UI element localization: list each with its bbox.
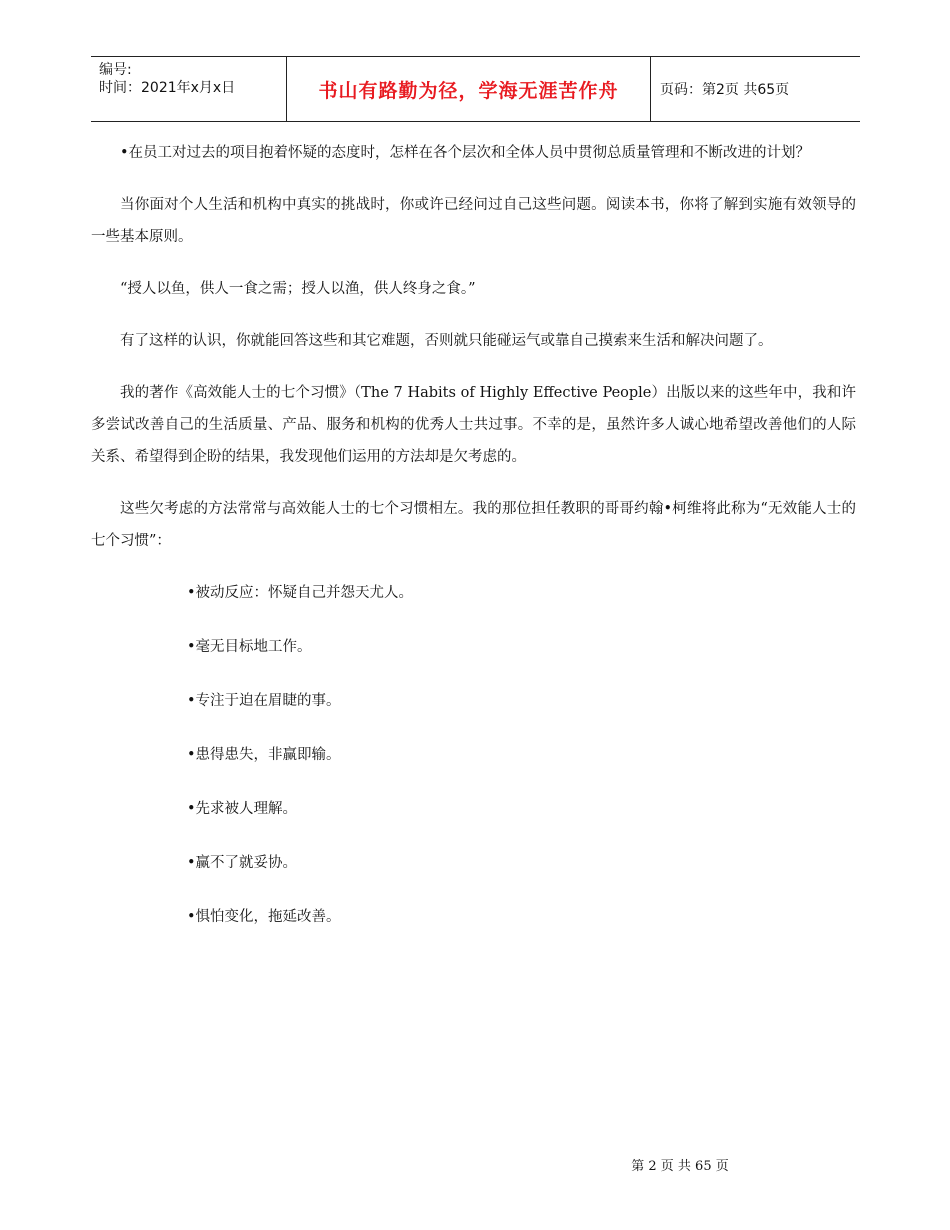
- paragraph-2: 当你面对个人生活和机构中真实的挑战时，你或许已经问过自己这些问题。阅读本书，你将了解到实施有效领导的一些基本原则。: [91, 197, 856, 245]
- page-label: 页码：第2页 共65页: [660, 82, 790, 98]
- list-item: •患得患失，非赢即输。: [187, 747, 341, 763]
- number-label: 编号:: [99, 62, 132, 78]
- motto-text: 书山有路勤为径，学海无涯苦作舟: [318, 79, 619, 102]
- footer-page-number: 第 2 页 共 65 页: [631, 1159, 729, 1174]
- list-item: •专注于迫在眉睫的事。: [187, 693, 341, 709]
- quote-paragraph: “授人以鱼，供人一食之需；授人以渔，供人终身之食。”: [120, 281, 476, 297]
- header-meta: [91, 57, 287, 121]
- paragraph-4: 有了这样的认识，你就能回答这些和其它难题，否则就只能碰运气或靠自己摸索来生活和解决问题了。: [120, 333, 773, 349]
- page-header: [91, 56, 860, 122]
- list-item: •毫无目标地工作。: [187, 639, 312, 655]
- paragraph-6: 这些欠考虑的方法常常与高效能人士的七个习惯相左。我的那位担任教职的哥哥约翰•柯维将此称为“无效能人士的七个习惯”：: [91, 501, 856, 549]
- paragraph-5: 我的著作《高效能人士的七个习惯》（The 7 Habits of Highly Effective People）出版以来的这些年中，我和许多尝试改善自己的生活质量、产品、服务和机构的优秀人士共过事。不幸的是，虽然许多人诚心地希望改善他们的人际关系、希望得到企盼的结果，我发现他们运用的方法却是欠考虑的。: [91, 385, 856, 465]
- header-page-cell: [651, 57, 860, 121]
- list-item: •被动反应：怀疑自己并怨天尤人。: [187, 585, 414, 601]
- list-item: •赢不了就妥协。: [187, 855, 298, 871]
- header-motto-cell: [287, 57, 651, 121]
- list-item: •惧怕变化，拖延改善。: [187, 909, 341, 925]
- paragraph-1: •在员工对过去的项目抱着怀疑的态度时，怎样在各个层次和全体人员中贯彻总质量管理和不断改进的计划？: [120, 145, 811, 161]
- document-body: [91, 137, 856, 955]
- list-item: •先求被人理解。: [187, 801, 298, 817]
- page-footer: [0, 1155, 950, 1174]
- time-label: 时间：2021年x月x日: [99, 80, 236, 96]
